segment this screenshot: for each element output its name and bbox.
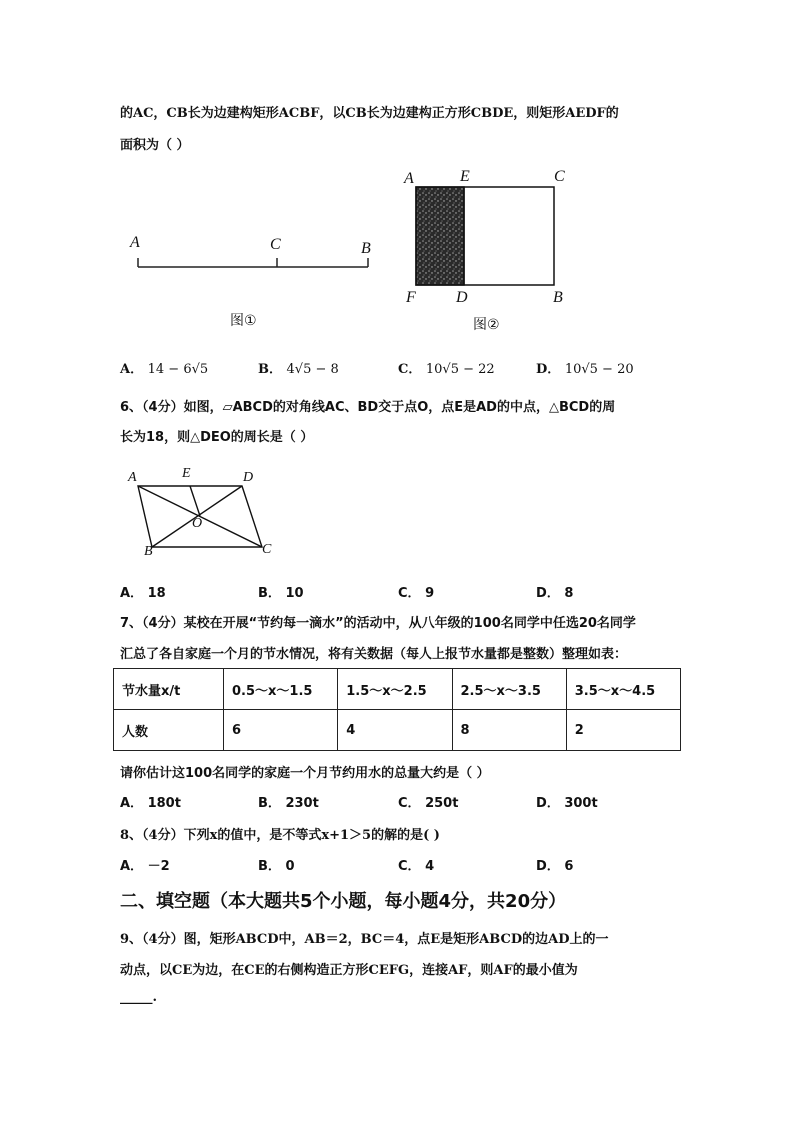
fig-q6-label-e: E <box>182 466 191 481</box>
q7-option-a: A． 180t <box>120 796 181 811</box>
q6-parallelogram-figure <box>124 466 284 566</box>
q8-option-b: B． 0 <box>258 859 295 874</box>
table-row <box>114 710 681 751</box>
q5-option-b: B． 4√5 − 8 <box>258 362 339 377</box>
table-row <box>114 669 681 710</box>
fig1-label-b: B <box>361 240 371 257</box>
fig2-label-e: E <box>460 168 470 185</box>
table-cell: 6 <box>224 710 338 751</box>
table-header-cell: 3.5～x～4.5 <box>566 669 680 710</box>
fig2-label-b: B <box>553 289 563 306</box>
q6-option-a: A． 18 <box>120 586 166 601</box>
q6-option-b: B． 10 <box>258 586 304 601</box>
q5-option-a: A． 14 − 6√5 <box>120 362 209 377</box>
fig2-caption: 图② <box>473 317 500 333</box>
table-header-cell: 节水量x/t <box>114 669 224 710</box>
q7-option-d: D． 300t <box>536 796 598 811</box>
fig2-label-c: C <box>554 168 565 185</box>
q5-text-line1: 的AC，CB长为边建构矩形ACBF，以CB长为边建构正方形CBDE，则矩形AEDF的 <box>120 106 619 121</box>
q6-option-c: C． 9 <box>398 586 435 601</box>
table-cell: 4 <box>338 710 452 751</box>
q8-text-line1: 8、（4分）下列x的值中，是不等式x+1＞5的解的是( ) <box>120 828 440 843</box>
q6-text-line1: 6、（4分）如图，▱ABCD的对角线AC、BD交于点O，点E是AD的中点，△BCD的周 <box>120 400 616 415</box>
q9-text-line2: 动点，以CE为边，在CE的右侧构造正方形CEFG，连接AF，则AF的最小值为 <box>120 963 578 978</box>
table-header-cell: 2.5～x～3.5 <box>452 669 566 710</box>
fig1-caption: 图① <box>230 313 257 329</box>
q6-text-line2: 长为18，则△DEO的周长是（ ） <box>120 430 314 445</box>
q6-option-d: D． 8 <box>536 586 574 601</box>
fig2-label-a: A <box>404 170 414 187</box>
fig2-label-d: D <box>456 289 468 306</box>
table-cell: 人数 <box>114 710 224 751</box>
q7-text-line1: 7、（4分）某校在开展“节约每一滴水”的活动中，从八年级的100名同学中任选20名同学 <box>120 616 636 631</box>
q8-option-a: A． －2 <box>120 859 170 874</box>
fig-q6-label-d: D <box>243 470 254 485</box>
q5-option-c: C． 10√5 − 22 <box>398 362 495 377</box>
fig-q6-label-b: B <box>144 544 153 559</box>
fig1-label-a: A <box>130 234 140 251</box>
fig1-label-c: C <box>270 236 281 253</box>
q9-text-line1: 9、（4分）图，矩形ABCD中，AB＝2，BC＝4，点E是矩形ABCD的边AD上的一 <box>120 932 609 947</box>
q5-text-line2: 面积为（ ） <box>120 138 190 153</box>
rectangle-diagram <box>398 168 578 338</box>
q8-option-d: D． 6 <box>536 859 574 874</box>
table-header-cell: 0.5～x～1.5 <box>224 669 338 710</box>
q7-text-line3: 请你估计这100名同学的家庭一个月节约用水的总量大约是（ ） <box>120 766 490 781</box>
q7-option-c: C． 250t <box>398 796 459 811</box>
fig-q6-label-c: C <box>262 542 272 557</box>
fig2-label-f: F <box>406 289 416 306</box>
q7-text-line2: 汇总了各自家庭一个月的节水情况，将有关数据（每人上报节水量都是整数）整理如表： <box>120 647 628 662</box>
table-cell: 8 <box>452 710 566 751</box>
water-saving-table <box>113 668 681 751</box>
q7-option-b: B． 230t <box>258 796 319 811</box>
table-cell: 2 <box>566 710 680 751</box>
q8-option-c: C． 4 <box>398 859 435 874</box>
table-header-cell: 1.5～x～2.5 <box>338 669 452 710</box>
q9-answer-blank: _____. <box>120 990 158 1005</box>
fig-q6-label-o: O <box>192 516 203 531</box>
q5-figure2 <box>398 168 578 338</box>
fig-q6-label-a: A <box>128 470 137 485</box>
q5-figure1 <box>120 230 390 340</box>
section-heading: 二、填空题（本大题共5个小题，每小题4分，共20分） <box>120 891 567 912</box>
q5-option-d: D． 10√5 − 20 <box>536 362 634 377</box>
